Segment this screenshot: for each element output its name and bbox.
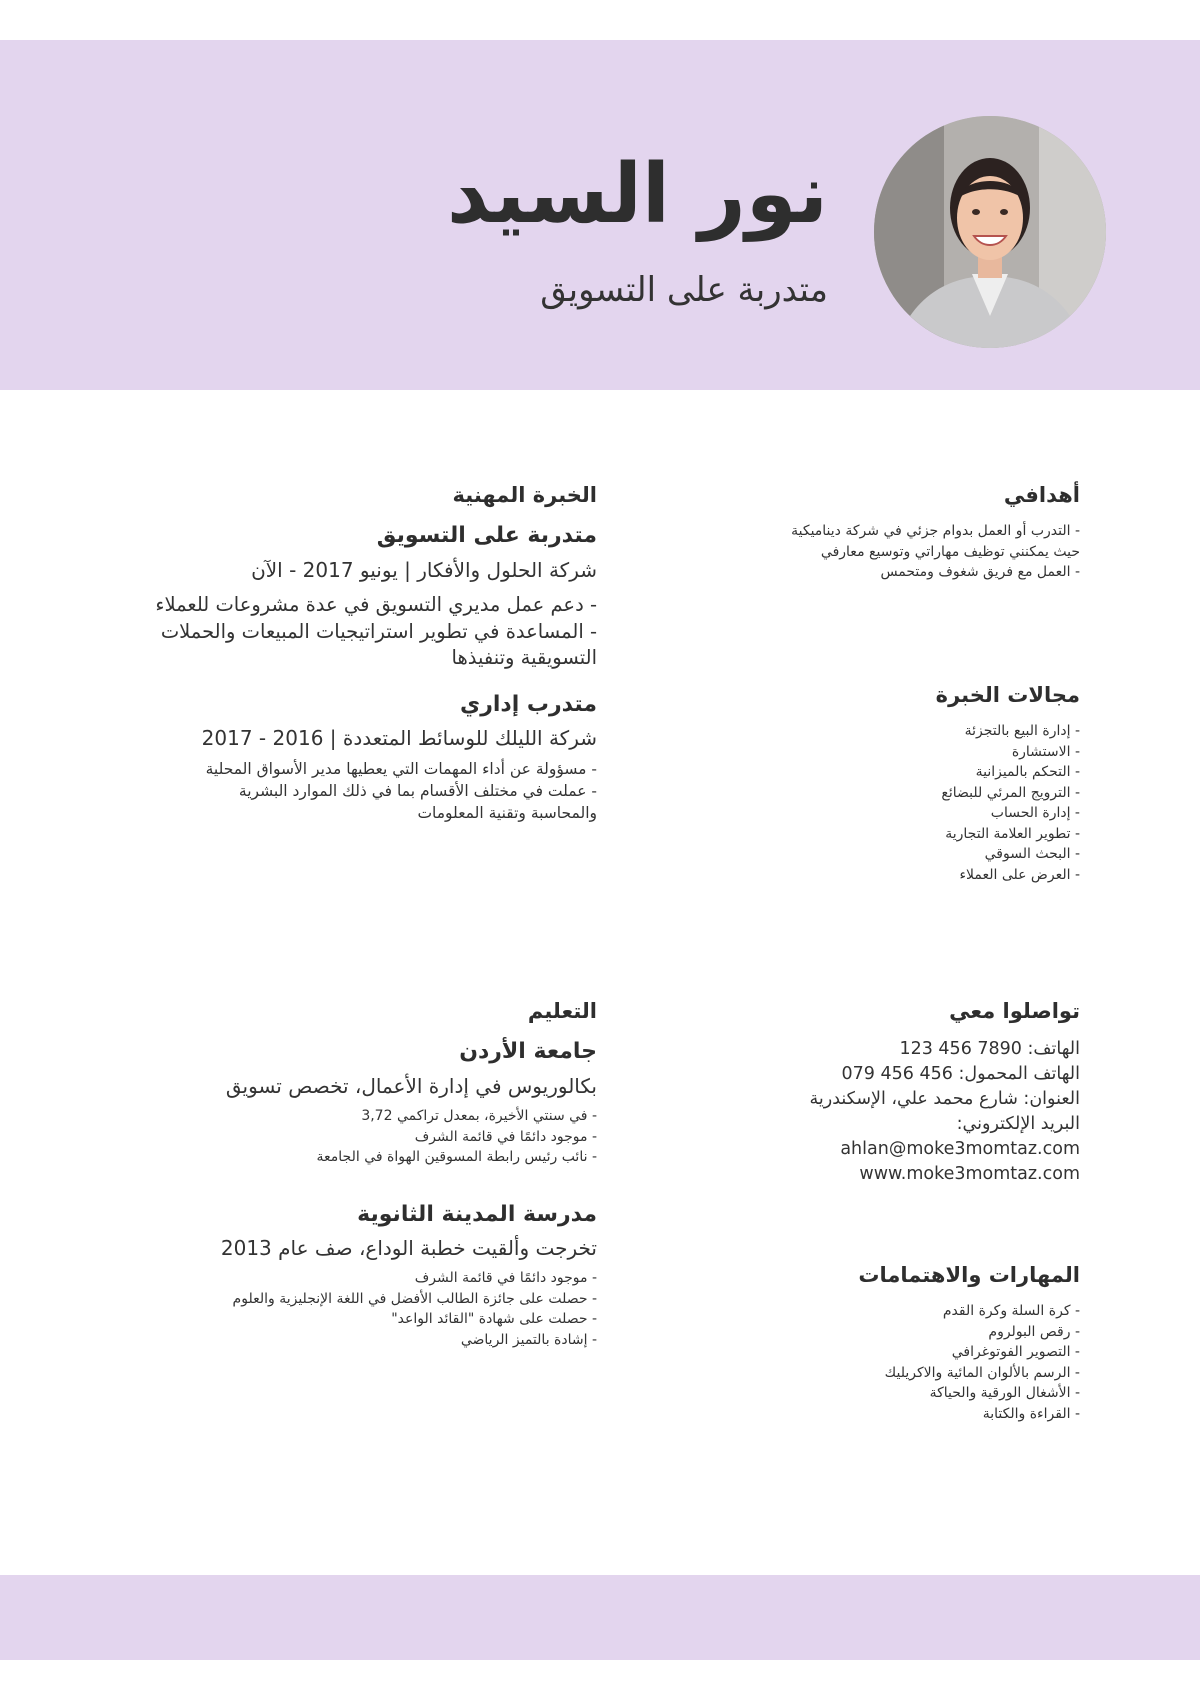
skills-item: - الرسم بالألوان المائية والاكريليك bbox=[884, 1364, 1080, 1381]
footer-band bbox=[0, 1575, 1200, 1660]
profile-photo bbox=[874, 116, 1106, 348]
job-entry bbox=[117, 690, 597, 825]
job-duty: التسويقية وتنفيذها bbox=[451, 646, 597, 670]
goals-title: أهدافي bbox=[1003, 483, 1080, 507]
skills-item: - كرة السلة وكرة القدم bbox=[942, 1303, 1080, 1320]
school-entry bbox=[117, 1037, 597, 1167]
job-duty: والمحاسبة وتقنية المعلومات bbox=[417, 804, 597, 823]
experience-title: الخبرة المهنية bbox=[452, 483, 597, 507]
expertise-item: - إدارة البيع بالتجزئة bbox=[964, 723, 1080, 740]
contact-email[interactable]: ahlan@moke3momtaz.com bbox=[840, 1139, 1080, 1160]
skills-item: - التصوير الفوتوغرافي bbox=[951, 1344, 1080, 1361]
school-note: - في سنتي الأخيرة، بمعدل تراكمي 3,72 bbox=[361, 1108, 597, 1125]
contact-address: العنوان: شارع محمد علي، الإسكندرية bbox=[809, 1089, 1080, 1110]
contact-mobile: الهاتف المحمول: 456 456 079 bbox=[841, 1064, 1080, 1085]
expertise-item: - إدارة الحساب bbox=[990, 805, 1080, 822]
goals-line: حيث يمكنني توظيف مهاراتي وتوسيع معارفي bbox=[820, 543, 1080, 560]
school-degree: بكالوريوس في إدارة الأعمال، تخصص تسويق bbox=[225, 1074, 597, 1099]
goals-section bbox=[620, 482, 1080, 583]
skills-title: المهارات والاهتمامات bbox=[858, 1263, 1080, 1287]
school-note: - موجود دائمًا في قائمة الشرف bbox=[414, 1270, 597, 1287]
expertise-item: - العرض على العملاء bbox=[959, 866, 1080, 883]
person-role: متدربة على التسويق bbox=[540, 270, 828, 310]
skills-item: - الأشغال الورقية والحياكة bbox=[929, 1385, 1080, 1402]
job-title: متدربة على التسويق bbox=[376, 523, 597, 549]
expertise-item: - الترويج المرئي للبضائع bbox=[941, 784, 1080, 801]
job-duty: - مسؤولة عن أداء المهمات التي يعطيها مدير الأسواق المحلية bbox=[205, 760, 597, 779]
contact-title: تواصلوا معي bbox=[949, 999, 1080, 1023]
contact-email-label: البريد الإلكتروني: bbox=[956, 1114, 1080, 1135]
skills-section bbox=[620, 1262, 1080, 1424]
job-entry bbox=[117, 521, 597, 671]
job-duty: - عملت في مختلف الأقسام بما في ذلك الموارد البشرية bbox=[238, 782, 597, 801]
job-company: شركة الليلك للوسائط المتعددة | 2016 - 2017 bbox=[201, 726, 597, 751]
profile-photo-image bbox=[874, 116, 1106, 348]
expertise-item: - البحث السوقي bbox=[984, 846, 1080, 863]
school-note: - حصلت على شهادة "القائد الواعد" bbox=[391, 1311, 597, 1328]
expertise-item: - تطوير العلامة التجارية bbox=[945, 825, 1080, 842]
school-note: - نائب رئيس رابطة المسوقين الهواة في الجامعة bbox=[316, 1149, 597, 1166]
school-entry bbox=[117, 1200, 597, 1351]
contact-website[interactable]: www.moke3momtaz.com bbox=[859, 1164, 1080, 1185]
job-company: شركة الحلول والأفكار | يونيو 2017 - الآن bbox=[251, 558, 597, 583]
contact-section bbox=[620, 998, 1080, 1187]
goals-line: - التدرب أو العمل بدوام جزئي في شركة ديناميكية bbox=[791, 523, 1080, 540]
school-title: جامعة الأردن bbox=[459, 1039, 597, 1065]
expertise-item: - التحكم بالميزانية bbox=[975, 764, 1080, 781]
contact-phone: الهاتف: 7890 456 123 bbox=[899, 1039, 1080, 1060]
job-title: متدرب إداري bbox=[460, 691, 597, 717]
education-section bbox=[117, 998, 597, 1350]
person-name: نور السيد bbox=[446, 147, 828, 242]
school-note: - إشادة بالتميز الرياضي bbox=[460, 1331, 597, 1348]
school-note: - موجود دائمًا في قائمة الشرف bbox=[414, 1128, 597, 1145]
school-title: مدرسة المدينة الثانوية bbox=[357, 1201, 597, 1227]
goals-line: - العمل مع فريق شغوف ومتحمس bbox=[880, 564, 1080, 581]
job-duty: - دعم عمل مديري التسويق في عدة مشروعات للعملاء bbox=[155, 593, 597, 617]
job-duty: - المساعدة في تطوير استراتيجيات المبيعات والحملات bbox=[160, 619, 597, 643]
expertise-item: - الاستشارة bbox=[1011, 743, 1080, 760]
skills-item: - القراءة والكتابة bbox=[982, 1405, 1080, 1422]
school-degree: تخرجت وألقيت خطبة الوداع، صف عام 2013 bbox=[220, 1236, 597, 1261]
school-note: - حصلت على جائزة الطالب الأفضل في اللغة الإنجليزية والعلوم bbox=[232, 1290, 597, 1307]
expertise-section bbox=[620, 682, 1080, 885]
expertise-title: مجالات الخبرة bbox=[935, 683, 1080, 707]
education-title: التعليم bbox=[527, 999, 597, 1023]
skills-item: - رقص البولروم bbox=[988, 1323, 1080, 1340]
experience-section bbox=[117, 482, 597, 824]
